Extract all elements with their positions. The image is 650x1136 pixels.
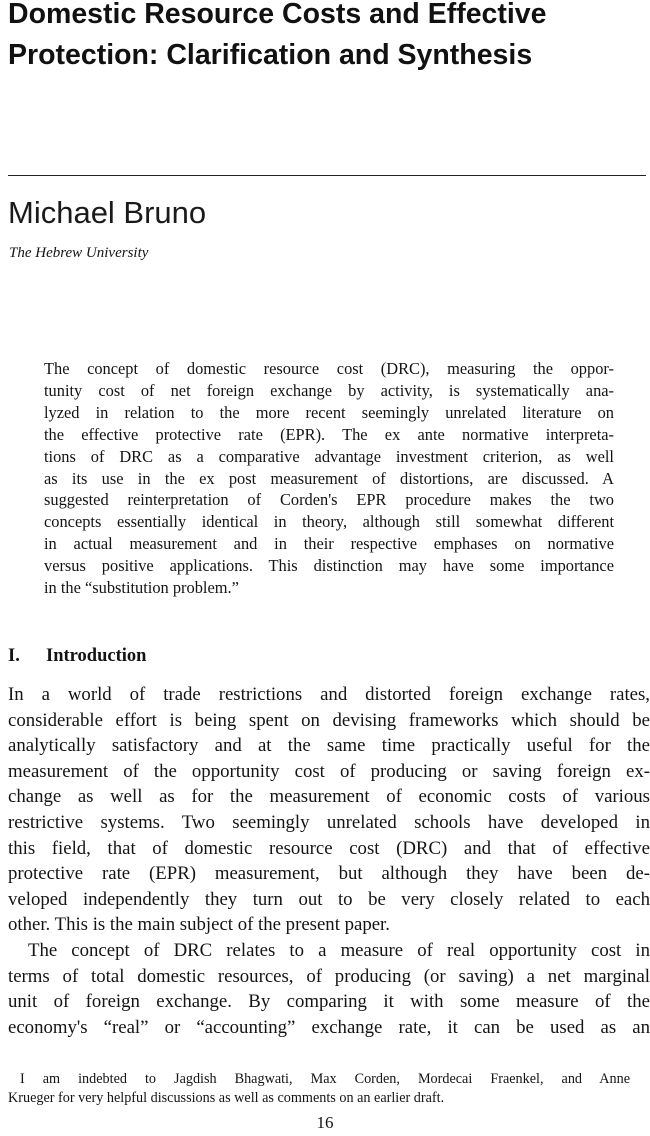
section-number: I. [8, 646, 20, 666]
title-line: Protection: Clarification and Synthesis [8, 39, 533, 71]
abstract-line: concepts essentially identical in theory, although still somewhat different [44, 512, 614, 532]
article-title [8, 0, 644, 76]
abstract-line: versus positive applications. This distinction may have some importance [44, 556, 614, 576]
abstract-line: as its use in the ex post measurement of distortions, are discussed. A [44, 468, 614, 488]
body-line: change as well as for the measurement of economic costs of various [8, 786, 650, 808]
body-line: restrictive systems. Two seemingly unrelated schools have developed in [8, 811, 650, 833]
body-line: considerable effort is being spent on devising frameworks which should be [8, 709, 650, 731]
body-line: other. This is the main subject of the present paper. [8, 914, 390, 936]
body-line: analytically satisfactory and at the same time practically useful for the [8, 735, 650, 757]
abstract-line: in actual measurement and in their respective emphases on normative [44, 534, 614, 554]
footnote [8, 1070, 630, 1107]
abstract-line: tunity cost of net foreign exchange by activity, is systematically ana- [44, 380, 614, 400]
abstract [44, 358, 614, 599]
section-title: Introduction [46, 646, 147, 666]
title-divider [8, 175, 646, 176]
abstract-line: lyzed in relation to the more recent seemingly unrelated literature on [44, 402, 614, 422]
body-line: terms of total domestic resources, of producing (or saving) a net marginal [8, 965, 650, 987]
body-line: this field, that of domestic resource cost (DRC) and that of effective [8, 837, 650, 859]
body-line: The concept of DRC relates to a measure of real opportunity cost in [28, 939, 650, 961]
section-heading [8, 644, 146, 668]
body-line: unit of foreign exchange. By comparing it with some measure of the [8, 991, 650, 1013]
body-line: protective rate (EPR) measurement, but although they have been de- [8, 863, 650, 885]
abstract-line: The concept of domestic resource cost (DRC), measuring the oppor- [44, 359, 614, 378]
body-line: veloped independently they turn out to be very closely related to each [8, 888, 650, 910]
page-number: 16 [316, 1113, 334, 1132]
abstract-line: suggested reinterpretation of Corden's EPR procedure makes the two [44, 490, 614, 510]
footnote-line: I am indebted to Jagdish Bhagwati, Max Corden, Mordecai Fraenkel, and Anne [20, 1071, 630, 1087]
title-line: Domestic Resource Costs and Effective [8, 0, 547, 30]
author-name: Michael Bruno [8, 195, 207, 230]
abstract-line: in the “substitution problem.” [44, 578, 239, 598]
abstract-line: tions of DRC as a comparative advantage investment criterion, as well [44, 446, 614, 466]
body-line: measurement of the opportunity cost of producing or saving foreign ex- [8, 760, 650, 782]
footnote-line: Krueger for very helpful discussions as well as comments on an earlier draft. [8, 1089, 445, 1106]
abstract-line: the effective protective rate (EPR). The ex ante normative interpreta- [44, 424, 614, 444]
author-affiliation: The Hebrew University [9, 245, 149, 261]
body-line: economy's “real” or “accounting” exchange rate, it can be used as an [8, 1016, 650, 1038]
body-line: In a world of trade restrictions and distorted foreign exchange rates, [8, 684, 650, 705]
body-text [8, 682, 650, 1040]
